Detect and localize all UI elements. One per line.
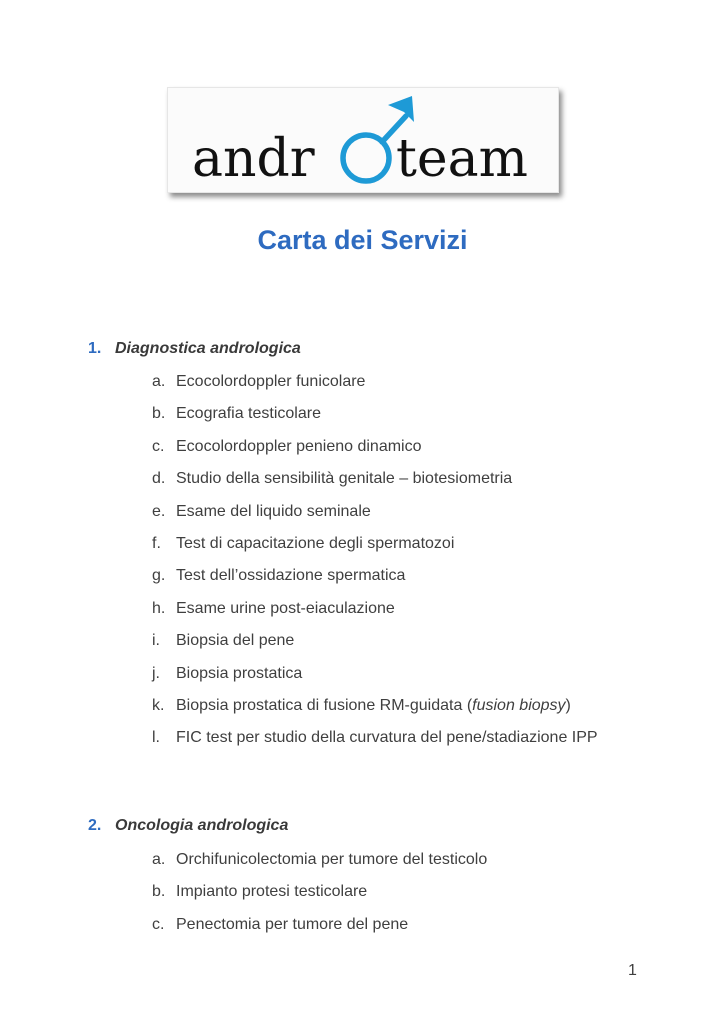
list-item-letter: c. — [152, 437, 165, 455]
list-item-text: Test di capacitazione degli spermatozoi — [176, 535, 455, 552]
logo — [167, 87, 559, 193]
list-item-text: FIC test per studio della curvatura del pene/stadiazione IPP — [176, 729, 598, 747]
list-item-letter: a. — [152, 373, 166, 390]
section-heading — [88, 340, 301, 358]
list-item-letter: i. — [152, 632, 160, 650]
list-item — [152, 727, 642, 749]
list-item — [152, 695, 642, 717]
list-item-letter: a. — [152, 851, 166, 868]
list-item-letter: b. — [152, 405, 166, 423]
list-item — [152, 403, 642, 425]
list-item — [152, 881, 642, 903]
list-item — [152, 598, 642, 620]
list-item-text: Penectomia per tumore del pene — [176, 915, 409, 933]
list-item-letter: k. — [152, 697, 165, 714]
list-item — [152, 914, 642, 936]
section-heading — [88, 817, 288, 835]
list-item-italic: fusion biopsy — [472, 697, 566, 714]
list-item — [152, 501, 642, 523]
list-item-letter: l. — [152, 729, 160, 747]
list-item-text: Ecografia testicolare — [176, 405, 321, 423]
list-item-letter: b. — [152, 883, 166, 901]
list-item-text: Orchifunicolectomia per tumore del testicolo — [176, 851, 488, 868]
logo-graphic — [168, 88, 558, 192]
section-number: 1. — [88, 340, 102, 357]
list-item-text: Esame urine post-eiaculazione — [176, 599, 395, 617]
list-item — [152, 849, 642, 871]
logo-text-right: team — [396, 129, 528, 189]
list-item — [152, 630, 642, 652]
section-title: Diagnostica andrologica — [115, 340, 301, 357]
list-item — [152, 371, 642, 393]
list-item-text: Test dell’ossidazione spermatica — [176, 567, 406, 585]
list-item — [152, 565, 642, 587]
list-item-text: Esame del liquido seminale — [176, 502, 371, 520]
logo-text-left: andr — [192, 129, 315, 189]
list-item-letter: c. — [152, 915, 165, 933]
list-item — [152, 663, 642, 685]
list-item-text: Ecocolordoppler penieno dinamico — [176, 437, 422, 455]
list-item-text: Studio della sensibilità genitale – biotesiometria — [176, 470, 513, 488]
list-item-text: Biopsia del pene — [176, 632, 295, 650]
list-item — [152, 533, 642, 555]
list-item-text: Impianto protesi testicolare — [176, 883, 368, 901]
list-item — [152, 468, 642, 490]
list-item-letter: j. — [152, 664, 160, 682]
list-item-letter: f. — [152, 535, 161, 552]
list-item-text: Biopsia prostatica di fusione RM-guidata (fusion biopsy) — [176, 697, 571, 714]
list-item-text: Ecocolordoppler funicolare — [176, 373, 366, 390]
section-number: 2. — [88, 817, 102, 834]
list-item-letter: h. — [152, 599, 166, 617]
page-number: 1 — [628, 962, 637, 979]
list-item-letter: d. — [152, 470, 166, 488]
list-item-letter: g. — [152, 567, 166, 585]
list-item-text: Biopsia prostatica — [176, 664, 303, 682]
page-title: Carta dei Servizi — [257, 225, 468, 255]
list-item-letter: e. — [152, 502, 166, 520]
section-title: Oncologia andrologica — [115, 817, 289, 834]
list-item — [152, 436, 642, 458]
